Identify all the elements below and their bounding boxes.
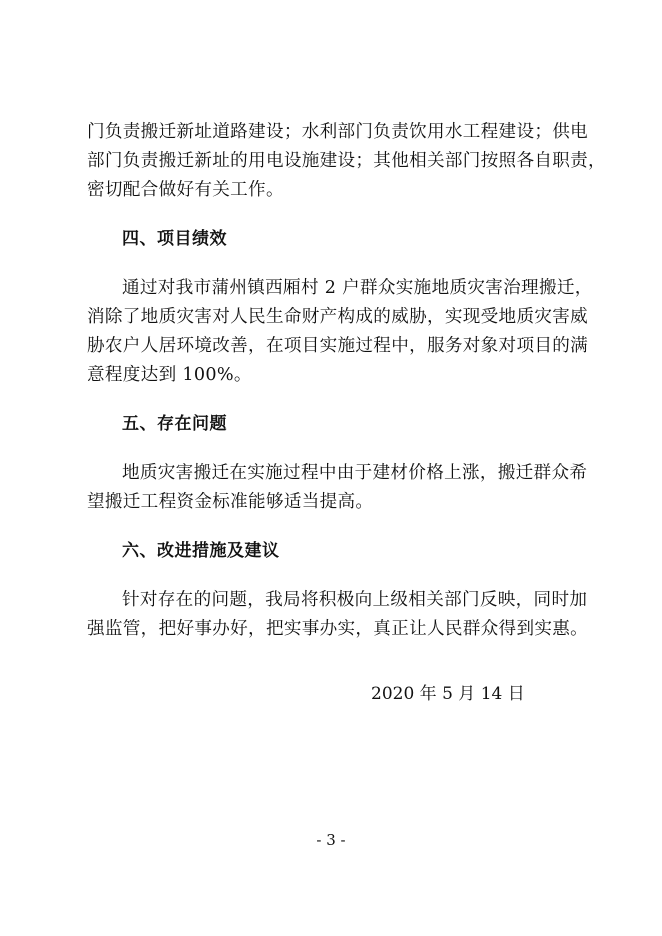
document-date: 2020 年 5 月 14 日 [371, 684, 525, 704]
paragraph-line: 通过对我市蒲州镇西厢村 2 户群众实施地质灾害治理搬迁， [122, 278, 593, 298]
paragraph-line: 消除了地质灾害对人民生命财产构成的威胁，实现受地质灾害威 [87, 307, 589, 327]
section-heading-performance: 四、项目绩效 [122, 229, 227, 249]
page-number: - 3 - [316, 831, 346, 849]
paragraph-line: 望搬迁工程资金标准能够适当提高。 [87, 492, 374, 512]
paragraph-line: 部门负责搬迁新址的用电设施建设；其他相关部门按照各自职责， [87, 151, 606, 171]
intro-paragraph [87, 118, 615, 205]
section-heading-problems: 五、存在问题 [122, 414, 227, 434]
improvements-paragraph [87, 586, 615, 644]
paragraph-line: 胁农户人居环境改善，在项目实施过程中，服务对象对项目的满 [87, 336, 589, 356]
performance-paragraph [87, 274, 615, 390]
document-body [87, 118, 615, 644]
section-heading-improvements: 六、改进措施及建议 [122, 541, 280, 561]
paragraph-line: 意程度达到 100%。 [87, 365, 252, 385]
problems-paragraph [87, 459, 615, 517]
paragraph-line: 强监管，把好事办好，把实事办实，真正让人民群众得到实惠。 [87, 619, 589, 639]
paragraph-line: 针对存在的问题，我局将积极向上级相关部门反映，同时加 [122, 590, 588, 610]
paragraph-line: 地质灾害搬迁在实施过程中由于建材价格上涨，搬迁群众希 [122, 463, 588, 483]
paragraph-line: 密切配合做好有关工作。 [87, 180, 284, 200]
paragraph-line: 门负责搬迁新址道路建设；水利部门负责饮用水工程建设；供电 [87, 122, 589, 142]
